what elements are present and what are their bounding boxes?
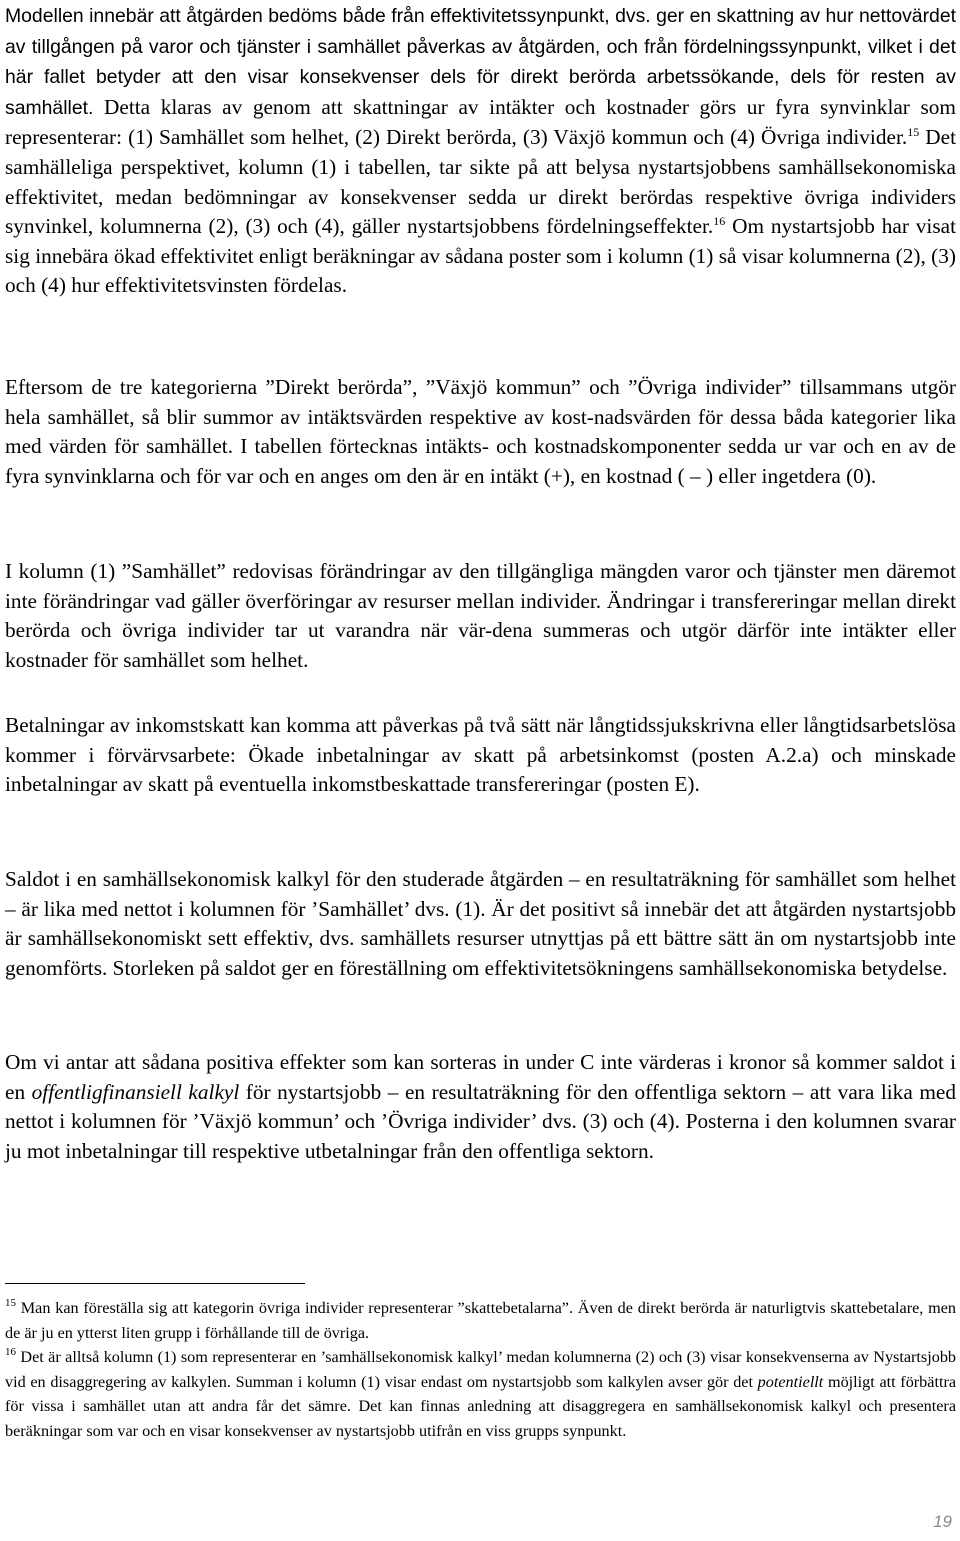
paragraph-income-tax: Betalningar av inkomstskatt kan komma att påverkas på två sätt när långtidssjukskrivna eller långtidsarbetslösa kommer i förvärvsarbete: Ökade inbetalningar av skatt på arbetsinkomst (posten A.2.a) och minskade inbetalningar av skatt på eventuella inkomstbeskattade transfereringar (posten E). [5,713,956,797]
paragraph-saldo: Saldot i en samhällsekonomisk kalkyl för den studerade åtgärden – en resultaträkning för samhället som helhet – är lika med nettot i kolumnen för ’Samhället’ dvs. (1). Är det positivt så innebär det att åtgärden nystartsjobb är samhällsekonomiskt sett effektiv, dvs. samhällets resurser utnyttjas på ett bättre sätt än om nystartsjobb inte genomförts. Storleken på saldot ger en föreställning om effektivitetsökningens samhällsekonomiska betydelse. [5,867,956,980]
paragraph-text: Det samhälleliga perspektivet, kolumn (1) i tabellen, tar sikte på att belysa nystartsjobbens samhällsekonomiska effektivitet, medan bedömningar av konsekvenser sedda ur direkt berördas respektive övriga individers synvinkel, kolumnerna (2), (3) och (4), gäller nystartsjobbens fördelningseffekter. [5,125,957,239]
paragraph-model-description [5,1,956,301]
footnote-number: 15 [5,1297,16,1309]
paragraph-text: Om nystartsjobb har visat sig innebära ökad effektivitet enligt beräkningar av sådana poster som i kolumn (1) så visar kolumnerna (2), (3) och (4) hur effektivitetsvinsten fördelas. [5,214,957,298]
emphasis-text: potentiellt [757,1372,824,1391]
footnote-text: Det är alltså kolumn (1) som representerar en ’samhällsekonomisk kalkyl’ medan kolumnerna (2) och (3) visar konsekvenserna av Nystartsjobb vid en disaggregering av kalkylen. Summan i kolumn (1) visar endast om nystartsjobb som kalkylen avser gör det [5,1348,957,1391]
paragraph-column-1: I kolumn (1) ”Samhället” redovisas förändringar av den tillgängliga mängden varor och tjänster men däremot inte förändringar vad gäller överföringar av resurser mellan individer. Ändringar i transfereringar mellan direkt berörda och övriga individer tar ut varandra när vär-dena summeras och utgör därför inte intäkter eller kostnader för samhället som helhet. [5,559,956,672]
footnote-text: Man kan föreställa sig att kategorin övriga individer representerar ”skattebetalarna”. Även de direkt berörda är naturligtvis skattebetalare, men de är ju en ytterst liten grupp i förhållande till de övriga. [5,1299,956,1342]
footnote-ref-16[interactable]: 16 [713,214,726,229]
footnote-text: möjligt att förbättra för vissa i samhället utan att andra får det sämre. Det kan finnas anledning att disaggregera en samhällsekonomisk kalkyl och presentera beräkningar som var och en visar konsekvenser av nystartsjobb utifrån en viss grupps synpunkt. [5,1372,957,1440]
paragraph-text: för nystartsjobb – en resultaträkning för den offentliga sektorn – att vara lika med nettot i kolumnen för ’Växjö kommun’ och ’Övriga individer’ dvs. (3) och (4). Posterna i den kolumnen svarar ju mot inbetalningar till respektive utbetalningar från den offentliga sektorn. [5,1079,956,1163]
footnote-separator [5,1283,305,1284]
paragraph-text: Detta klaras av genom att skattningar av intäkter och kostnader görs ur fyra synvinklar som representerar: (1) Samhället som helhet, (2) Direkt berörda, (3) Växjö kommun och (4) Övriga individer. [5,94,956,150]
paragraph-intro-sans: Modellen innebär att åtgärden bedöms både från effektivitetssynpunkt, dvs. ger en skattning av hur nettovärdet av tillgången på varor och tjänster i samhället påverkas av åtgärden, och från fördelningssynpunkt, vilket i det här fallet betyder att den visar konsekvenser dels för direkt berörda arbetssökande, dels för resten av samhället. [5,5,956,119]
page-number: 19 [933,1512,952,1531]
footnote-15 [5,1296,956,1345]
emphasis-text: offentligfinansiell kalkyl [31,1079,240,1104]
footnote-16 [5,1345,956,1443]
footnote-number: 16 [5,1346,16,1358]
paragraph-categories: Eftersom de tre kategorierna ”Direkt berörda”, ”Växjö kommun” och ”Övriga individer” tillsammans utgör hela samhället, så blir summor av intäktsvärden respektive av kost-nadsvärden för dessa båda kategorier lika med värden för samhället. I tabellen förtecknas intäkts- och kostnadskomponenter sedda ur var och en av de fyra synvinklarna och för var och en anges om den är en intäkt (+), en kostnad ( – ) eller ingetdera (0). [5,375,956,488]
paragraph-public-finance [5,1048,956,1166]
footnote-ref-15[interactable]: 15 [907,125,920,140]
paragraph-text: Om vi antar att sådana positiva effekter som kan sorteras in under C inte värderas i kronor så kommer saldot i en [5,1050,956,1104]
